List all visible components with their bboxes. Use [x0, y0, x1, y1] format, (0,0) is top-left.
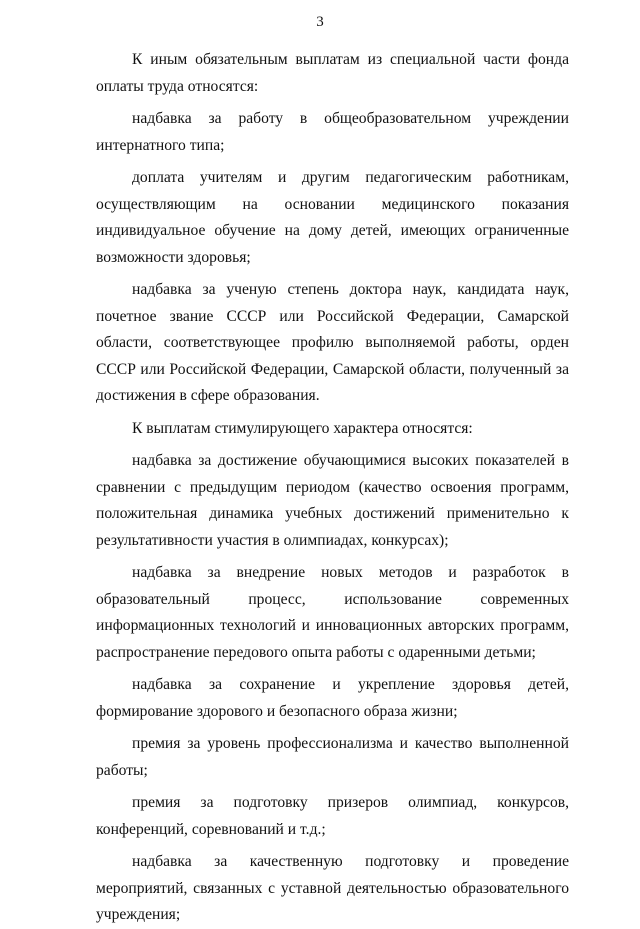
document-body	[96, 47, 569, 929]
paragraph: К иным обязательным выплатам из специальной части фонда оплаты труда относятся:	[96, 51, 569, 95]
page-number: 3	[316, 14, 324, 30]
paragraph: надбавка за сохранение и укрепление здоровья детей, формирование здорового и безопасного образа жизни;	[96, 676, 569, 720]
paragraph: надбавка за качественную подготовку и проведение мероприятий, связанных с уставной деятельностью образовательного учреждения;	[96, 853, 569, 923]
paragraph: надбавка за достижение обучающимися высоких показателей в сравнении с предыдущим периодом (качество освоения программ, положительная динамика учебных достижений применительно к результативности участия в олимпиадах, конкурсах);	[96, 452, 569, 549]
paragraph: премия за уровень профессионализма и качество выполненной работы;	[96, 735, 569, 779]
paragraph: надбавка за работу в общеобразовательном учреждении интернатного типа;	[96, 110, 569, 154]
paragraph: К выплатам стимулирующего характера относятся:	[132, 419, 473, 437]
paragraph: доплата учителям и другим педагогическим работникам, осуществляющим на основании медицинского показания индивидуальное обучение на дому детей, имеющих ограниченные возможности здоровья;	[96, 169, 569, 266]
paragraph: премия за подготовку призеров олимпиад, конкурсов, конференций, соревнований и т.д.;	[96, 794, 569, 838]
paragraph: надбавка за ученую степень доктора наук, кандидата наук, почетное звание СССР или Российской Федерации, Самарской области, соответствующее профилю выполняемой работы, орден СССР или Российской Федерации, Самарской области, полученный за достижения в сфере образования.	[96, 281, 569, 404]
paragraph: надбавка за внедрение новых методов и разработок в образовательный процесс, использование современных информационных технологий и инновационных авторских программ, распространение передового опыта работы с одаренными детьми;	[96, 564, 569, 661]
